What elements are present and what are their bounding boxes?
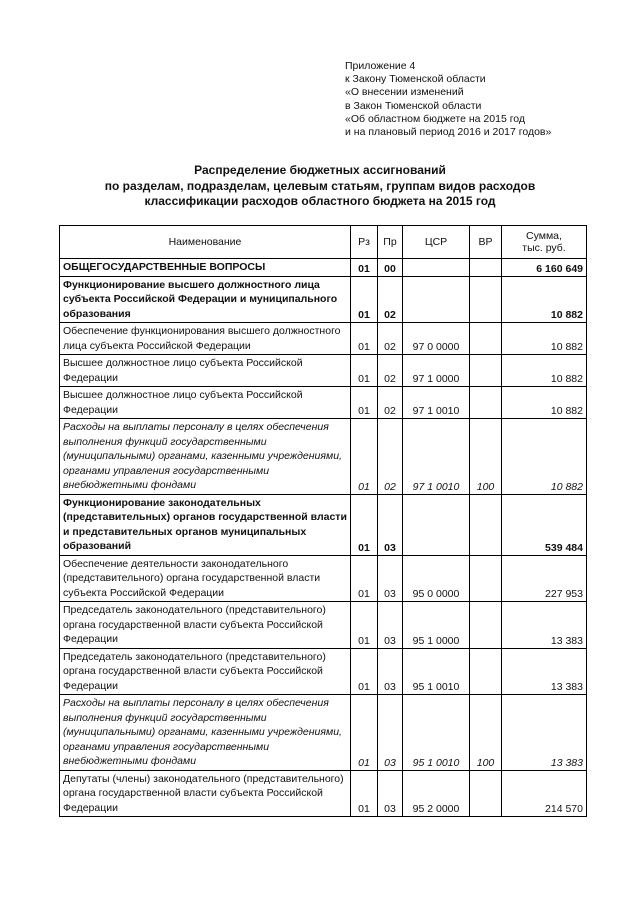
cell-name: Функционирование высшего должностного лица субъекта Российской Федерации и муниципального образования (60, 276, 351, 323)
cell-pr: 03 (378, 555, 403, 602)
cell-sum: 10 882 (502, 355, 587, 387)
table-row (60, 648, 587, 695)
cell-rz: 01 (351, 555, 378, 602)
cell-name: Расходы на выплаты персоналу в целях обеспечения выполнения функций государственными (муниципальными) органами, казенными учреждениями, органами управления государственными внебюджетными фондами (60, 695, 351, 771)
cell-pr: 03 (378, 494, 403, 555)
table-row (60, 355, 587, 387)
cell-rz: 01 (351, 648, 378, 695)
cell-name: Высшее должностное лицо субъекта Российской Федерации (60, 387, 351, 419)
cell-pr: 02 (378, 276, 403, 323)
cell-rz: 01 (351, 387, 378, 419)
cell-vr (470, 648, 502, 695)
cell-vr (470, 323, 502, 355)
cell-csr: 95 1 0010 (403, 695, 470, 771)
document-title (0, 163, 640, 210)
cell-vr: 100 (470, 695, 502, 771)
cell-vr (470, 555, 502, 602)
cell-sum: 10 882 (502, 323, 587, 355)
table-body (60, 259, 587, 817)
cell-name: Высшее должностное лицо субъекта Российской Федерации (60, 355, 351, 387)
appendix-note-line: в Закон Тюменской области (345, 99, 482, 112)
cell-vr (470, 770, 502, 817)
table-row (60, 494, 587, 555)
cell-rz: 01 (351, 323, 378, 355)
appendix-note-line: Приложение 4 (345, 60, 416, 72)
cell-csr: 97 1 0010 (403, 387, 470, 419)
cell-rz: 01 (351, 259, 378, 277)
cell-name: Расходы на выплаты персоналу в целях обеспечения выполнения функций государственными (муниципальными) органами, казенными учреждениями, органами управления государственными внебюджетными фондами (60, 419, 351, 495)
title-line: по разделам, подразделам, целевым статьям, группам видов расходов (104, 178, 536, 193)
cell-pr: 03 (378, 602, 403, 649)
cell-rz: 01 (351, 602, 378, 649)
cell-pr: 00 (378, 259, 403, 277)
cell-sum: 227 953 (502, 555, 587, 602)
cell-rz: 01 (351, 695, 378, 771)
cell-sum: 10 882 (502, 387, 587, 419)
table-row (60, 419, 587, 495)
cell-name: Функционирование законодательных (представительных) органов государственной власти и представительных органов муниципальных образований (60, 494, 351, 555)
appendix-note-line: к Закону Тюменской области (345, 73, 486, 86)
appendix-note (345, 60, 551, 139)
cell-pr: 02 (378, 419, 403, 495)
column-header-sum (502, 226, 587, 259)
title-line: Распределение бюджетных ассигнований (194, 163, 446, 177)
cell-vr (470, 387, 502, 419)
cell-rz: 01 (351, 494, 378, 555)
table-row (60, 259, 587, 277)
budget-table (59, 225, 587, 817)
table-header-row (60, 226, 587, 259)
table-row (60, 387, 587, 419)
appendix-note-line: «Об областном бюджете на 2015 год (345, 112, 526, 125)
cell-rz: 01 (351, 355, 378, 387)
appendix-note-line: и на плановый период 2016 и 2017 годов» (345, 126, 552, 139)
cell-csr (403, 494, 470, 555)
table-row (60, 770, 587, 817)
cell-sum: 214 570 (502, 770, 587, 817)
cell-rz: 01 (351, 770, 378, 817)
cell-vr: 100 (470, 419, 502, 495)
cell-sum: 13 383 (502, 695, 587, 771)
cell-name: ОБЩЕГОСУДАРСТВЕННЫЕ ВОПРОСЫ (60, 259, 351, 277)
cell-vr (470, 259, 502, 277)
cell-csr: 95 1 0010 (403, 648, 470, 695)
cell-name: Председатель законодательного (представительного) органа государственной власти субъекта Российской Федерации (60, 602, 351, 649)
cell-sum: 13 383 (502, 602, 587, 649)
table-row (60, 695, 587, 771)
column-header-sum-line1: Сумма, (526, 230, 562, 242)
appendix-note-line: «О внесении изменений (345, 86, 464, 99)
table-row (60, 276, 587, 323)
cell-name: Обеспечение функционирования высшего должностного лица субъекта Российской Федерации (60, 323, 351, 355)
cell-csr (403, 259, 470, 277)
cell-csr: 95 2 0000 (403, 770, 470, 817)
table-row (60, 323, 587, 355)
cell-csr: 97 0 0000 (403, 323, 470, 355)
cell-sum: 6 160 649 (502, 259, 587, 277)
cell-csr: 95 0 0000 (403, 555, 470, 602)
column-header-rz: Рз (351, 226, 378, 259)
cell-sum: 13 383 (502, 648, 587, 695)
cell-pr: 02 (378, 355, 403, 387)
cell-csr: 97 1 0010 (403, 419, 470, 495)
cell-rz: 01 (351, 419, 378, 495)
cell-pr: 03 (378, 695, 403, 771)
cell-rz: 01 (351, 276, 378, 323)
cell-sum: 539 484 (502, 494, 587, 555)
cell-pr: 03 (378, 648, 403, 695)
column-header-sum-line2: тыс. руб. (522, 242, 566, 254)
cell-vr (470, 276, 502, 323)
column-header-pr: Пр (378, 226, 403, 259)
title-line: классификации расходов областного бюджета на 2015 год (144, 194, 496, 208)
cell-name: Обеспечение деятельности законодательного (представительного) органа государственной власти субъекта Российской Федерации (60, 555, 351, 602)
cell-pr: 02 (378, 323, 403, 355)
table-row (60, 555, 587, 602)
cell-name: Председатель законодательного (представительного) органа государственной власти субъекта Российской Федерации (60, 648, 351, 695)
cell-vr (470, 602, 502, 649)
table-row (60, 602, 587, 649)
cell-csr (403, 276, 470, 323)
cell-vr (470, 355, 502, 387)
column-header-name: Наименование (60, 226, 351, 259)
cell-sum: 10 882 (502, 419, 587, 495)
cell-name: Депутаты (члены) законодательного (представительного) органа государственной власти субъекта Российской Федерации (60, 770, 351, 817)
cell-pr: 03 (378, 770, 403, 817)
cell-csr: 97 1 0000 (403, 355, 470, 387)
cell-csr: 95 1 0000 (403, 602, 470, 649)
column-header-csr: ЦСР (403, 226, 470, 259)
cell-vr (470, 494, 502, 555)
cell-pr: 02 (378, 387, 403, 419)
column-header-vr: ВР (470, 226, 502, 259)
cell-sum: 10 882 (502, 276, 587, 323)
